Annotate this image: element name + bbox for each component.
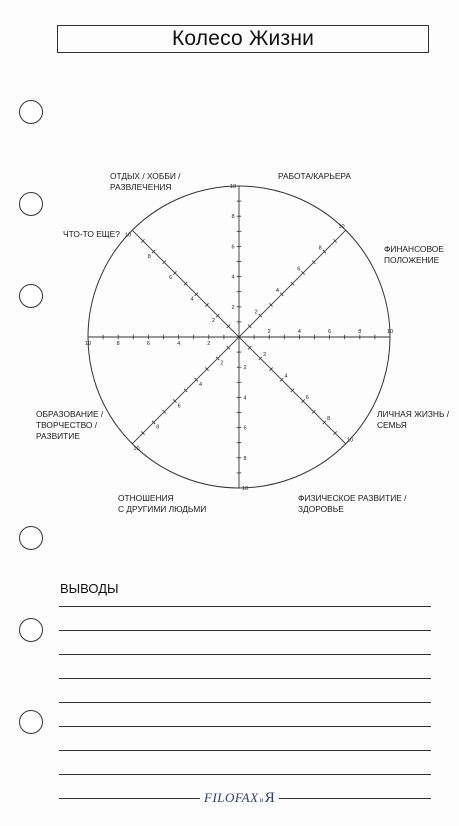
segment-label-line: ОТДЫХ / ХОББИ / bbox=[110, 171, 181, 181]
segment-label-line: С ДРУГИМИ ЛЮДЬМИ bbox=[118, 504, 207, 514]
wheel-scale-label: 2 bbox=[220, 360, 224, 367]
writing-line bbox=[59, 702, 431, 703]
wheel-scale-label: 8 bbox=[116, 341, 120, 347]
writing-line bbox=[59, 678, 431, 679]
wheel-scale-label: 8 bbox=[156, 424, 160, 431]
wheel-scale-label: 4 bbox=[284, 373, 288, 380]
segment-label-line: ФИЗИЧЕСКОЕ РАЗВИТИЕ / bbox=[298, 493, 407, 503]
wheel-scale-label: 6 bbox=[297, 266, 301, 273]
brand-conj: и bbox=[259, 796, 264, 804]
brand-name: FILOFAX bbox=[204, 790, 259, 805]
wheel-scale-label: 6 bbox=[146, 341, 150, 347]
wheel-scale-label: 2 bbox=[207, 341, 211, 347]
wheel-scale-label: 6 bbox=[231, 244, 235, 251]
writing-line bbox=[59, 750, 431, 751]
wheel-scale-label: 8 bbox=[231, 214, 235, 221]
wheel-scale-label: 6 bbox=[177, 403, 181, 410]
segment-label-line: ЗДОРОВЬЕ bbox=[298, 504, 344, 514]
wheel-scale-label: 4 bbox=[275, 288, 279, 295]
segment-label-line: ТВОРЧЕСТВО / bbox=[36, 420, 98, 430]
segment-label-leisure bbox=[110, 171, 181, 193]
writing-line bbox=[59, 774, 431, 775]
wheel-scale-label: 8 bbox=[147, 253, 151, 260]
wheel-scale-label: 10 bbox=[346, 437, 354, 444]
wheel-scale-label: 2 bbox=[263, 352, 267, 359]
wheel-scale-label: 4 bbox=[231, 274, 235, 281]
conclusions-heading: ВЫВОДЫ bbox=[60, 581, 119, 596]
wheel-scale-label: 10 bbox=[338, 223, 345, 230]
wheel-scale-label: 10 bbox=[124, 232, 132, 239]
wheel-scale-label: 4 bbox=[297, 329, 301, 335]
brand-letter: Я bbox=[264, 790, 276, 806]
segment-label-line: РАЗВЛЕЧЕНИЯ bbox=[110, 182, 172, 192]
segment-label-other bbox=[63, 229, 120, 240]
segment-label-line: ОБРАЗОВАНИЕ / bbox=[36, 409, 104, 419]
wheel-scale-label: 10 bbox=[241, 486, 249, 492]
page-title-text: Колесо Жизни bbox=[171, 27, 315, 50]
segment-label-line: РАЗВИТИЕ bbox=[36, 431, 80, 441]
wheel-scale-label: 2 bbox=[211, 317, 215, 324]
wheel-scale-label: 4 bbox=[190, 296, 194, 303]
wheel-scale-label: 4 bbox=[199, 381, 203, 388]
writing-line bbox=[59, 630, 431, 631]
segment-label-line: ПОЛОЖЕНИЕ bbox=[384, 255, 440, 265]
segment-label-line: ФИНАНСОВОЕ bbox=[384, 244, 444, 254]
wheel-scale-label: 8 bbox=[358, 329, 362, 335]
wheel-scale-label: 6 bbox=[169, 275, 173, 282]
segment-label-line: СЕМЬЯ bbox=[377, 420, 407, 430]
binder-hole bbox=[19, 618, 43, 642]
wheel-scale-label: 2 bbox=[231, 304, 235, 311]
wheel-scale-label: 8 bbox=[318, 245, 322, 252]
writing-line bbox=[59, 606, 431, 607]
segment-label-relations bbox=[118, 493, 206, 515]
segment-label-line: ОТНОШЕНИЯ bbox=[118, 493, 174, 503]
brand-logo bbox=[200, 790, 279, 807]
writing-line bbox=[59, 726, 431, 727]
wheel-scale-label: 10 bbox=[386, 329, 394, 335]
wheel-scale-label: 4 bbox=[177, 341, 181, 347]
segment-label-personal bbox=[377, 409, 449, 431]
segment-label-education bbox=[36, 409, 103, 442]
wheel-scale-label: 6 bbox=[328, 329, 332, 335]
segment-label-career bbox=[278, 171, 351, 182]
wheel-scale-label: 2 bbox=[267, 329, 271, 335]
wheel-scale-label: 10 bbox=[84, 341, 92, 347]
binder-hole bbox=[19, 710, 43, 734]
segment-label-line: ЛИЧНАЯ ЖИЗНЬ / bbox=[377, 409, 450, 419]
segment-label-line: ЧТО-ТО ЕЩЕ? bbox=[63, 229, 120, 239]
segment-label-finance bbox=[384, 244, 444, 266]
wheel-scale-label: 2 bbox=[254, 309, 258, 316]
wheel-scale-label: 4 bbox=[243, 395, 247, 402]
segment-label-health bbox=[298, 493, 406, 515]
writing-line bbox=[59, 654, 431, 655]
wheel-scale-label: 6 bbox=[243, 425, 247, 432]
wheel-scale-label: 6 bbox=[305, 394, 309, 401]
wheel-scale-label: 10 bbox=[133, 446, 140, 453]
wheel-scale-label: 8 bbox=[243, 455, 247, 462]
wheel-scale-label: 8 bbox=[327, 416, 331, 423]
segment-label-line: РАБОТА/КАРЬЕРА bbox=[278, 171, 352, 181]
wheel-scale-label: 2 bbox=[243, 365, 247, 372]
wheel-scale-label: 10 bbox=[229, 184, 237, 190]
